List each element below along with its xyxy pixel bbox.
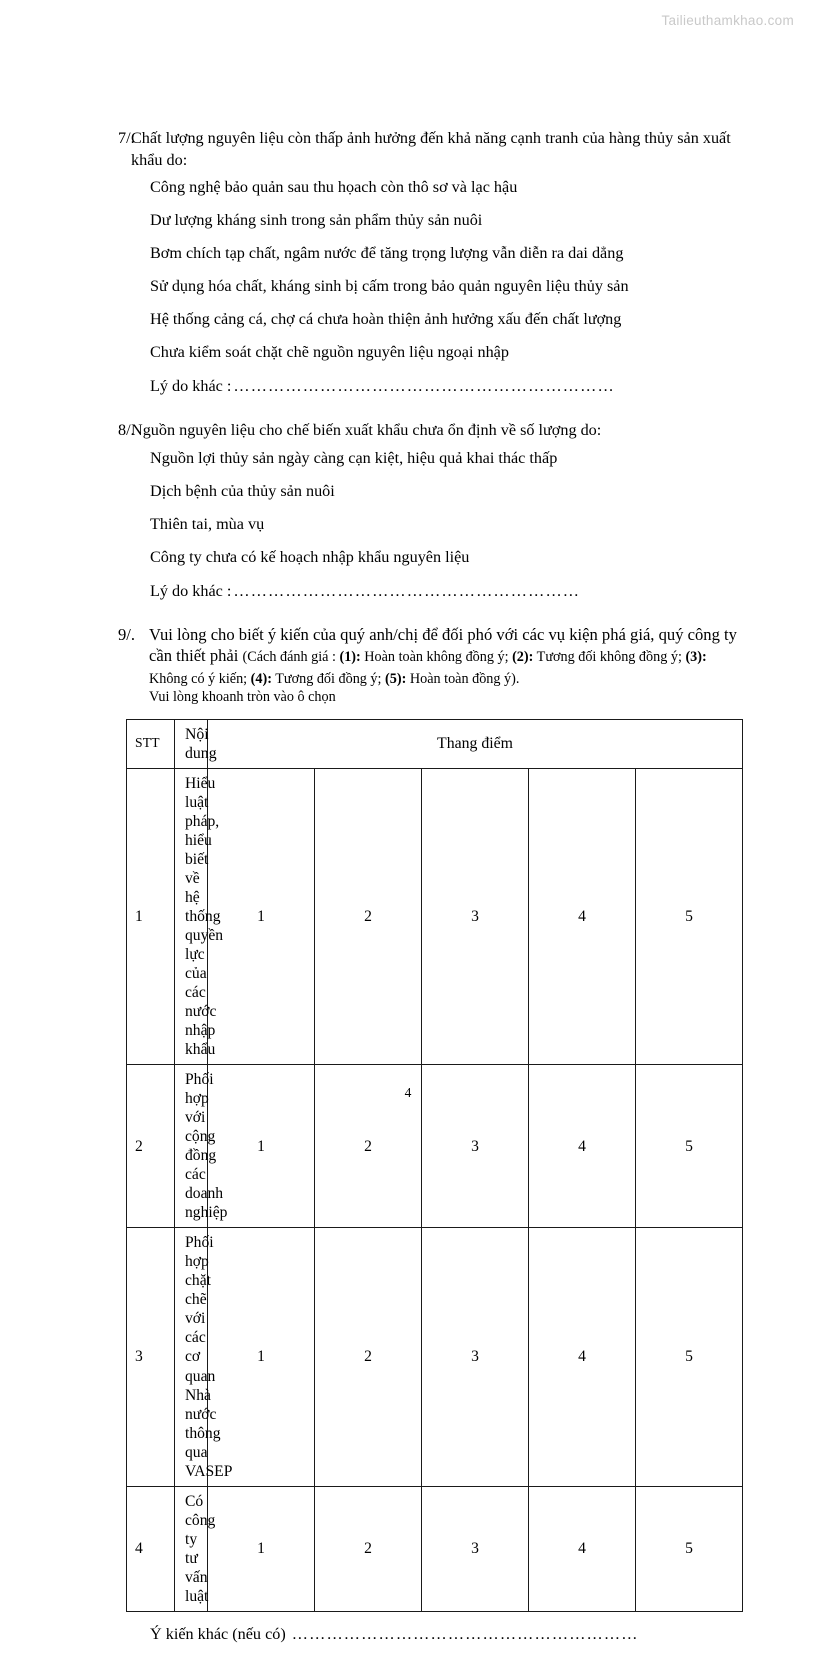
watermark-text: Tailieuthamkhao.com bbox=[661, 13, 794, 28]
page-number: 4 bbox=[404, 1085, 412, 1100]
question-7-heading bbox=[118, 128, 746, 171]
option-item[interactable] bbox=[118, 303, 746, 336]
score-cell-5[interactable]: 5 bbox=[636, 1228, 743, 1486]
question-block-9 bbox=[118, 624, 746, 1644]
option-item[interactable] bbox=[118, 475, 746, 508]
row-index: 4 bbox=[127, 1486, 175, 1611]
score-cell-4[interactable]: 4 bbox=[529, 1486, 636, 1611]
option-label: Thiên tai, mùa vụ bbox=[150, 515, 265, 534]
scale-label-3: Không có ý kiến; bbox=[149, 670, 251, 687]
header-stt: STT bbox=[127, 719, 175, 769]
score-cell-1[interactable]: 1 bbox=[208, 1486, 315, 1611]
score-cell-3[interactable]: 3 bbox=[422, 1065, 529, 1228]
section-spacer bbox=[118, 614, 746, 624]
scale-open-paren: (Cách đánh giá : bbox=[242, 649, 340, 666]
question-8-text: Nguồn nguyên liệu cho chế biến xuất khẩu chưa ổn định về số lượng do: bbox=[131, 421, 602, 440]
header-thang-diem: Thang điểm bbox=[208, 719, 743, 769]
row-content: Phối hợp chặt chẽ với các cơ quan Nhà nước thông qua VASEP bbox=[175, 1228, 208, 1486]
question-8-number: 8/. bbox=[118, 421, 135, 440]
score-cell-5[interactable]: 5 bbox=[636, 1486, 743, 1611]
question-9-instruction: Vui lòng khoanh tròn vào ô chọn bbox=[149, 689, 336, 706]
option-item[interactable] bbox=[118, 171, 746, 204]
option-label: Chưa kiểm soát chặt chẽ nguồn nguyên liệu ngoại nhập bbox=[150, 343, 509, 362]
question-7-text: Chất lượng nguyên liệu còn thấp ảnh hưởng đến khả năng cạnh tranh của hàng thủy sản xuất khẩu do: bbox=[131, 129, 731, 169]
score-cell-3[interactable]: 3 bbox=[422, 1228, 529, 1486]
scale-key-1: (1): bbox=[339, 649, 361, 666]
row-content: Có công ty tư vấn luật bbox=[175, 1486, 208, 1611]
option-item[interactable] bbox=[118, 204, 746, 237]
question-9-heading bbox=[118, 624, 746, 689]
table-row bbox=[127, 1228, 743, 1486]
table-header-row bbox=[127, 719, 743, 769]
score-cell-4[interactable]: 4 bbox=[529, 1065, 636, 1228]
other-opinion-label: Ý kiến khác (nếu có) bbox=[150, 1624, 290, 1643]
option-label: Nguồn lợi thủy sản ngày càng cạn kiệt, hiệu quả khai thác thấp bbox=[150, 449, 558, 468]
option-item[interactable] bbox=[118, 270, 746, 303]
question-7-number: 7/. bbox=[118, 129, 135, 147]
question-block-8 bbox=[118, 420, 746, 608]
question-8-heading bbox=[118, 420, 746, 442]
option-label: Sử dụng hóa chất, kháng sinh bị cấm trong bảo quản nguyên liệu thủy sản bbox=[150, 277, 629, 296]
option-item[interactable] bbox=[118, 237, 746, 270]
score-cell-1[interactable]: 1 bbox=[208, 1065, 315, 1228]
scale-key-3: (3): bbox=[685, 649, 707, 666]
option-item[interactable] bbox=[118, 508, 746, 541]
other-reason-line[interactable] bbox=[118, 574, 746, 608]
table-row bbox=[127, 1486, 743, 1611]
scale-key-2: (2): bbox=[512, 649, 534, 666]
option-item[interactable] bbox=[118, 442, 746, 475]
scale-key-5: (5): bbox=[385, 670, 407, 687]
score-cell-1[interactable]: 1 bbox=[208, 1228, 315, 1486]
scale-label-1: Hoàn toàn không đồng ý; bbox=[360, 649, 513, 666]
other-reason-dots: …………………………………………………… bbox=[233, 581, 581, 600]
score-cell-5[interactable]: 5 bbox=[636, 769, 743, 1065]
document-content bbox=[118, 128, 746, 1660]
row-index: 3 bbox=[127, 1228, 175, 1486]
option-item[interactable] bbox=[118, 541, 746, 574]
score-cell-2[interactable]: 2 bbox=[315, 769, 422, 1065]
scale-label-2: Tương đối không đồng ý; bbox=[533, 649, 686, 666]
option-label: Công nghệ bảo quản sau thu họach còn thô sơ và lạc hậu bbox=[150, 178, 518, 197]
rating-table-body bbox=[127, 769, 743, 1612]
other-opinion-dots: …………………………………………………… bbox=[291, 1624, 639, 1643]
score-cell-4[interactable]: 4 bbox=[529, 1228, 636, 1486]
question-block-7 bbox=[118, 128, 746, 403]
header-noidung: Nội dung bbox=[175, 719, 208, 769]
rating-table-head bbox=[127, 719, 743, 769]
score-cell-2[interactable]: 2 bbox=[315, 1228, 422, 1486]
row-index: 2 bbox=[127, 1065, 175, 1228]
option-label: Dư lượng kháng sinh trong sản phẩm thủy sản nuôi bbox=[150, 211, 483, 230]
question-8-options bbox=[118, 442, 746, 608]
score-cell-3[interactable]: 3 bbox=[422, 769, 529, 1065]
score-cell-2[interactable]: 2 bbox=[315, 1065, 422, 1228]
other-reason-line[interactable] bbox=[118, 369, 746, 403]
option-label: Bơm chích tạp chất, ngâm nước để tăng trọng lượng vẫn diễn ra dai dẳng bbox=[150, 244, 624, 263]
scale-label-4: Tương đối đồng ý; bbox=[271, 670, 386, 687]
option-label: Hệ thống cảng cá, chợ cá chưa hoàn thiện ảnh hưởng xấu đến chất lượng bbox=[150, 310, 622, 329]
question-9-text: Vui lòng cho biết ý kiến của quý anh/chị để đối phó với các vụ kiện phá giá, quý công ty cần thiết phải bbox=[149, 624, 737, 666]
question-9-number: 9/. bbox=[118, 624, 136, 644]
row-index: 1 bbox=[127, 769, 175, 1065]
other-reason-label: Lý do khác : bbox=[150, 376, 232, 395]
score-cell-4[interactable]: 4 bbox=[529, 769, 636, 1065]
other-reason-label: Lý do khác : bbox=[150, 581, 232, 600]
option-label: Công ty chưa có kế hoạch nhập khẩu nguyên liệu bbox=[150, 548, 470, 567]
option-label: Dịch bệnh của thủy sản nuôi bbox=[150, 482, 335, 501]
option-item[interactable] bbox=[118, 336, 746, 369]
other-opinion-line[interactable] bbox=[118, 1625, 746, 1644]
scale-label-5: Hoàn toàn đồng ý). bbox=[406, 670, 520, 687]
other-reason-dots: ………………………………………………………… bbox=[233, 376, 615, 395]
score-cell-3[interactable]: 3 bbox=[422, 1486, 529, 1611]
score-cell-1[interactable]: 1 bbox=[208, 769, 315, 1065]
score-cell-5[interactable]: 5 bbox=[636, 1065, 743, 1228]
question-7-options bbox=[118, 171, 746, 403]
table-row bbox=[127, 769, 743, 1065]
row-content: Hiểu luật pháp, hiểu biết về hệ thống quyền lực của các nước nhập khẩu bbox=[175, 769, 208, 1065]
row-content: Phối hợp với cộng đồng các doanh nghiệp bbox=[175, 1065, 208, 1228]
rating-table bbox=[126, 719, 743, 1612]
section-spacer bbox=[118, 409, 746, 420]
score-cell-2[interactable]: 2 bbox=[315, 1486, 422, 1611]
scale-key-4: (4): bbox=[250, 670, 272, 687]
